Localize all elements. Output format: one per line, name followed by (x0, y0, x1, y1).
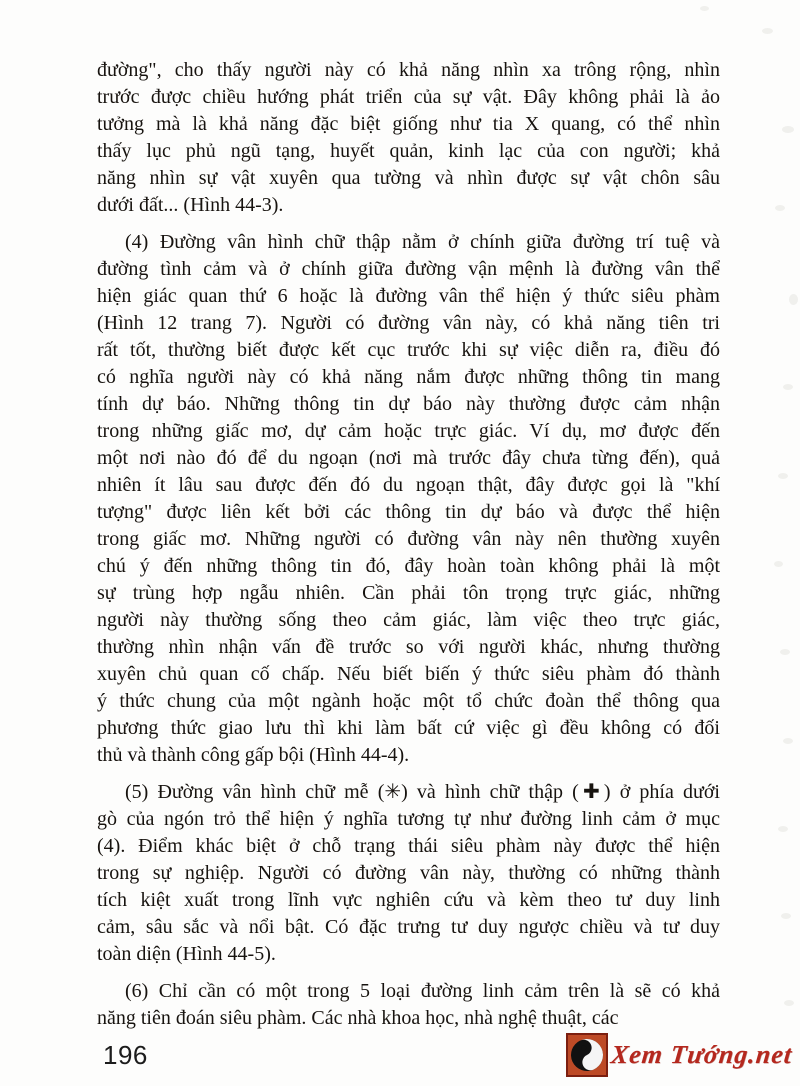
text-line: (4) Đường vân hình chữ thập nằm ở chính giữa đường trí tuệ và (125, 231, 720, 253)
text-line: tính dự báo. Những thông tin dự báo này thường được cảm nhận (97, 393, 720, 415)
text-line: nhiên ít lâu sau được đến đó du ngoạn thật, đây được gọi là "khí (97, 474, 720, 496)
text-line: sự trùng hợp ngẫu nhiên. Cần phải tôn trọng trực giác, những (97, 582, 720, 604)
text-line: phương thức giao lưu thì khi làm bất cứ việc gì đều không có đối (97, 717, 720, 739)
text-line: ý thức chung của một ngành hoặc một tổ chức đoàn thể thông qua (97, 690, 720, 712)
paragraph (97, 779, 720, 968)
text-line: có nghĩa người này có khả năng nắm được những thông tin mang (97, 366, 720, 388)
text-line: năng nhìn sự vật xuyên qua tường và nhìn được sự vật chôn sâu (97, 167, 720, 189)
text-line: dưới đất... (Hình 44-3). (97, 194, 284, 216)
text-line: thấy lục phủ ngũ tạng, huyết quản, kinh lạc của con người; khả (97, 140, 720, 162)
text-line: đường", cho thấy người này có khả năng nhìn xa trông rộng, nhìn (97, 59, 720, 81)
text-line: chú ý đến những thông tin đó, đây hoàn toàn không phải là một (97, 555, 720, 577)
text-line: toàn diện (Hình 44-5). (97, 943, 276, 965)
text-line: trong giấc mơ. Những người có đường vân này nên thường xuyên (97, 528, 720, 550)
text-line: trong sự nghiệp. Người có đường vân này, thường có những thành (97, 862, 720, 884)
text-line: gò của ngón trỏ thể hiện ý nghĩa tương tự như đường linh cảm ở mục (97, 808, 720, 830)
paragraph (97, 57, 720, 219)
text-block (97, 57, 720, 1032)
text-line: rất tốt, thường biết được kết cục trước khi sự việc diễn ra, điều đó (97, 339, 720, 361)
text-line: tích kiệt xuất trong lĩnh vực nghiên cứu và kèm theo tư duy linh (97, 889, 720, 911)
paragraph (97, 978, 720, 1032)
watermark[interactable] (566, 1033, 796, 1077)
text-line: năng tiên đoán siêu phàm. Các nhà khoa học, nhà nghệ thuật, các (97, 1007, 619, 1029)
text-line: (Hình 12 trang 7). Người có đường vân này, có khả năng tiên tri (97, 312, 720, 334)
text-line: trước được chiều hướng phát triển của sự vật. Đây không phải là ảo (97, 86, 720, 108)
text-line: cảm, sâu sắc và nổi bật. Có đặc trưng tư duy ngược chiều và tư duy (97, 916, 720, 938)
text-line: (5) Đường vân hình chữ mễ (✳) và hình chữ thập (✚) ở phía dưới (125, 781, 720, 803)
watermark-text: Xem Tướng.net (609, 1040, 794, 1069)
text-line: thủ và thành công gấp bội (Hình 44-4). (97, 744, 410, 766)
text-line: tưởng mà là khả năng đặc biệt giống như tia X quang, có thể nhìn (97, 113, 720, 135)
text-line: người này thường sống theo cảm giác, làm việc theo trực giác, (97, 609, 720, 631)
paragraph (97, 229, 720, 769)
text-line: (6) Chỉ cần có một trong 5 loại đường linh cảm trên là sẽ có khả (125, 980, 720, 1002)
text-line: thường nhìn nhận vấn đề trước so với người khác, nhưng thường (97, 636, 720, 658)
text-line: xuyên chủ quan cố chấp. Nếu biết biến ý thức siêu phàm đó thành (97, 663, 720, 685)
yin-yang-icon (566, 1033, 608, 1077)
text-line: hiện giác quan thứ 6 hoặc là đường vân thể hiện ý thức siêu phàm (97, 285, 720, 307)
text-line: đường tình cảm và ở chính giữa đường vận mệnh là đường vân thể (97, 258, 720, 280)
text-line: tượng" được liên kết bởi các thông tin dự báo và được thể hiện (97, 501, 720, 523)
page-number: 196 (103, 1040, 148, 1070)
text-line: (4). Điểm khác biệt ở chỗ trạng thái siêu phàm này được thể hiện (97, 835, 720, 857)
text-line: một nơi nào đó để du ngoạn (nơi mà trước đây chưa từng đến), quả (97, 447, 720, 469)
text-line: trong những giấc mơ, dự cảm hoặc trực giác. Ví dụ, mơ được đến (97, 420, 720, 442)
